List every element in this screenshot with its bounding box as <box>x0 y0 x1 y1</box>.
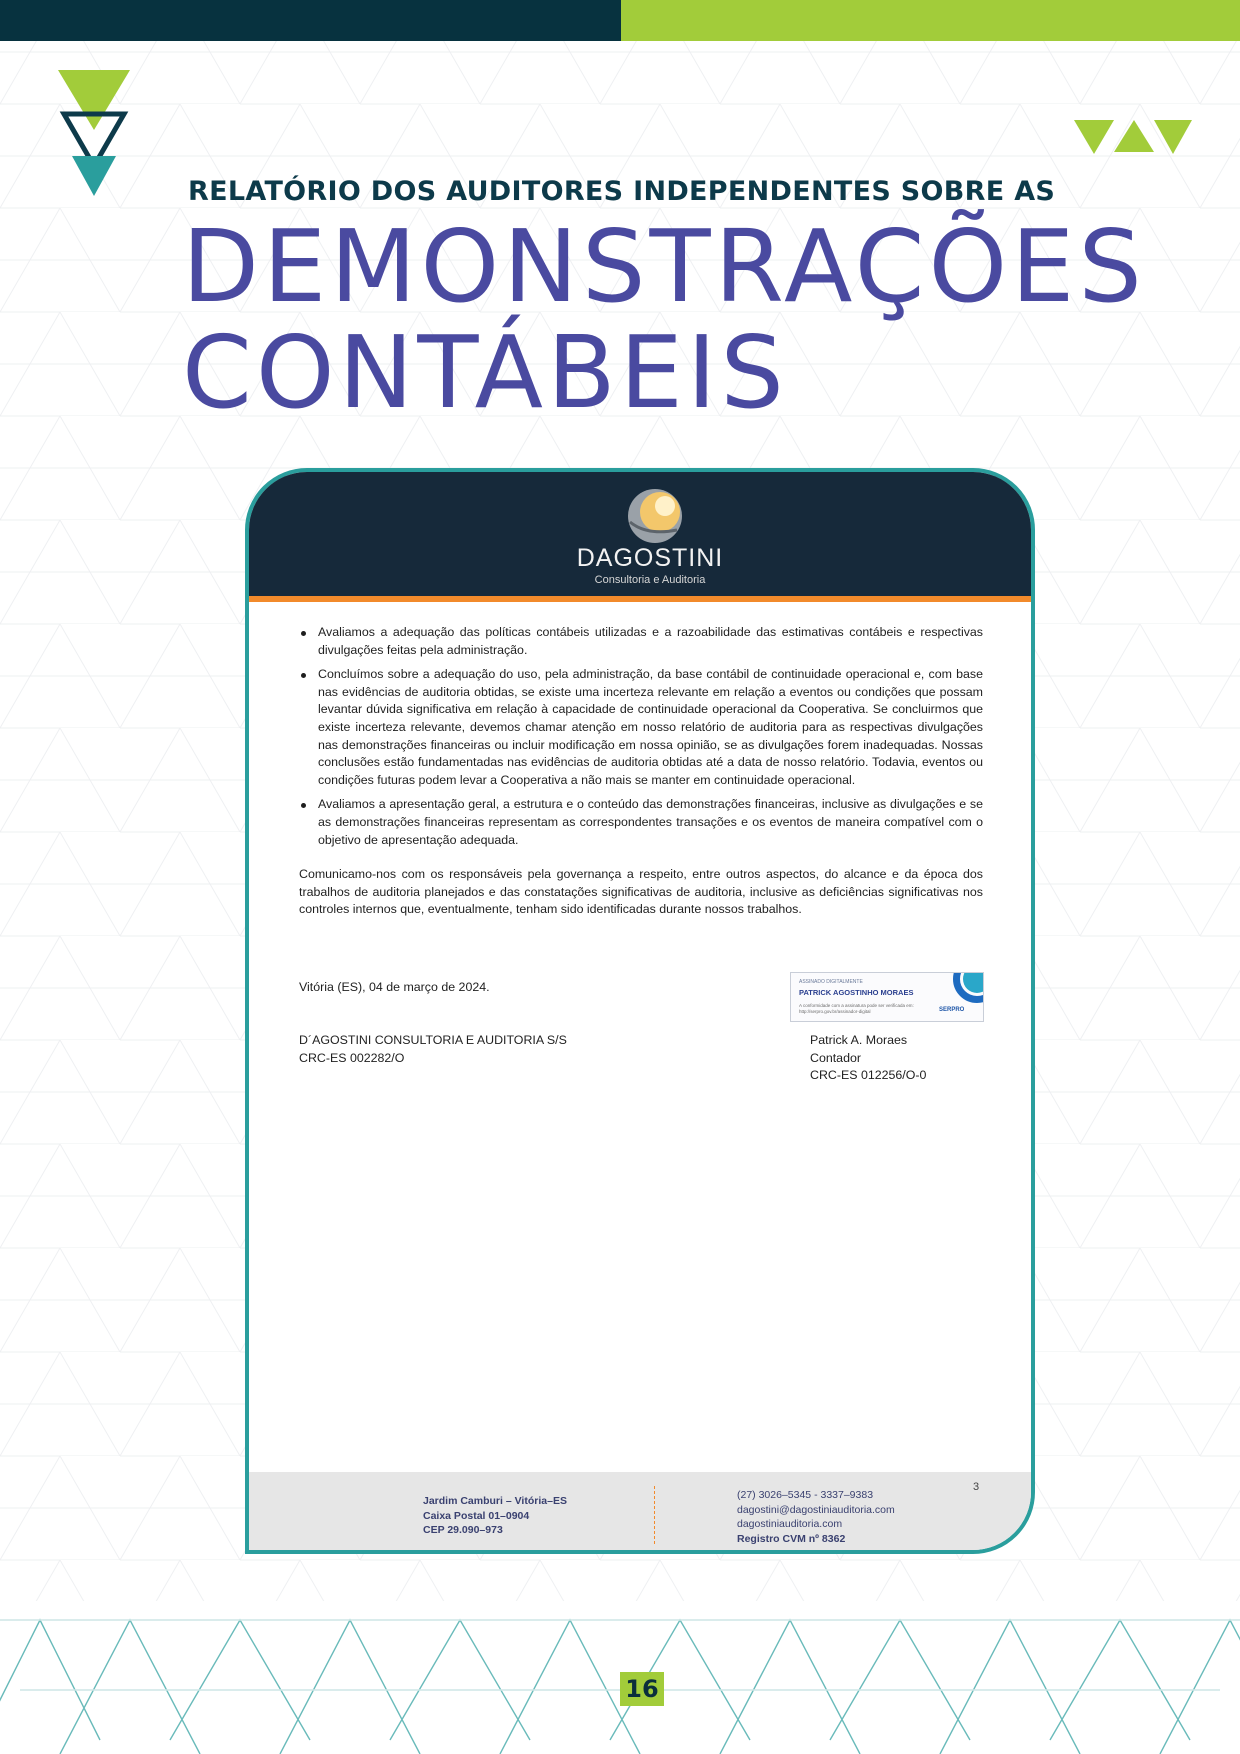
list-item <box>299 624 983 659</box>
page-title-line-2: CONTÁBEIS <box>182 314 788 431</box>
signer-crc: CRC-ES 012256/O-0 <box>810 1068 927 1083</box>
list-item <box>299 796 983 849</box>
footer-email[interactable]: dagostini@dagostiniauditoria.com <box>737 1503 895 1516</box>
letterhead <box>249 472 1031 596</box>
bullet-icon <box>301 673 306 678</box>
list-item <box>299 666 983 789</box>
stamp-signer-name: PATRICK AGOSTINHO MORAES <box>799 988 914 997</box>
footer-divider <box>654 1486 655 1544</box>
letter-page-number: 3 <box>973 1481 980 1493</box>
triangle-row-icon <box>1072 118 1194 156</box>
bullet-list <box>299 624 983 849</box>
bullet-icon <box>301 803 306 808</box>
list-item-text: Concluímos sobre a adequação do uso, pela administração, da base contábil de continuidade operacional e, com base nas evidências de auditoria obtidas, se existe uma incerteza relevante em relação a eventos ou condições que possam levantar dúvida significativa em relação à capacidade de continuidade operacional da Cooperativa. Se concluirmos que existe incerteza relevante, devemos chamar atenção em nosso relatório de auditoria para as respectivas divulgações nas demonstrações financeiras ou incluir modificação em nossa opinião, se as divulgações forem inadequadas. Nossas conclusões estão fundamentadas nas evidências de auditoria obtidas até a data de nosso relatório. Todavia, eventos ou condições futuras podem levar a Cooperativa a não mais se manter em continuidade operacional. <box>318 667 983 787</box>
firm-name: D´AGOSTINI CONSULTORIA E AUDITORIA S/S <box>299 1033 567 1047</box>
firm-crc: CRC-ES 002282/O <box>299 1050 405 1065</box>
signer-role: Contador <box>810 1050 861 1065</box>
closing-paragraph: Comunicamo-nos com os responsáveis pela governança a respeito, entre outros aspectos, do alcance e da época dos trabalhos de auditoria planejados e das constatações significativas de auditoria, inclusive as deficiências significativas nos controles internos que, eventualmente, tenham sido identificadas durante nossos trabalhos. <box>299 867 983 917</box>
brand-subtitle: Consultoria e Auditoria <box>594 574 706 586</box>
footer-contact <box>737 1488 895 1546</box>
top-bar-dark <box>0 0 621 41</box>
footer-address-line-3: CEP 29.090–973 <box>423 1524 503 1537</box>
list-item-text: Avaliamos a apresentação geral, a estrutura e o conteúdo das demonstrações financeiras, inclusive as divulgações e se as demonstrações financeiras representam as correspondentes transações e os eventos de maneira compatível com o objetivo de apresentação adequada. <box>318 797 983 847</box>
footer-address-line-1: Jardim Camburi – Vitória–ES <box>423 1495 567 1507</box>
digital-signature-stamp <box>790 972 984 1022</box>
bullet-icon <box>301 631 306 636</box>
auditor-letter-card <box>245 468 1035 1554</box>
footer-address <box>423 1494 567 1538</box>
date-line: Vitória (ES), 04 de março de 2024. <box>299 980 490 994</box>
letter-body <box>299 624 983 919</box>
letterhead-stripe <box>249 596 1031 602</box>
firm-block <box>299 1032 567 1067</box>
footer-website[interactable]: dagostiniauditoria.com <box>737 1518 843 1531</box>
page-title <box>182 208 1146 431</box>
footer-phone: (27) 3026–5345 - 3337–9383 <box>737 1489 874 1501</box>
stamp-note: A conformidade com a assinatura pode ser verificada em: http://serpro.gov.br/assinador-digital <box>799 1003 914 1014</box>
letter-footer <box>249 1472 1031 1550</box>
footer-address-line-2: Caixa Postal 01–0904 <box>423 1509 530 1522</box>
triangle-stack-icon <box>56 66 132 198</box>
dagostini-logo-sphere-icon <box>627 488 683 544</box>
footer-registry: Registro CVM nº 8362 <box>737 1532 846 1545</box>
signer-block <box>810 1032 926 1085</box>
section-kicker: RELATÓRIO DOS AUDITORES INDEPENDENTES SOBRE AS <box>188 176 1056 207</box>
stamp-brand: SERPRO <box>939 1007 965 1013</box>
list-item-text: Avaliamos a adequação das políticas contábeis utilizadas e a razoabilidade das estimativas contábeis e respectivas divulgações feitas pela administração. <box>318 625 983 657</box>
page-title-line-1: DEMONSTRAÇÕES <box>182 208 1146 325</box>
page-number: 16 <box>620 1672 664 1706</box>
stamp-caption: ASSINADO DIGITALMENTE <box>799 979 863 985</box>
signer-name: Patrick A. Moraes <box>810 1033 908 1047</box>
top-bar-green <box>621 0 1240 41</box>
brand-name: DAGOSTINI <box>576 544 724 572</box>
